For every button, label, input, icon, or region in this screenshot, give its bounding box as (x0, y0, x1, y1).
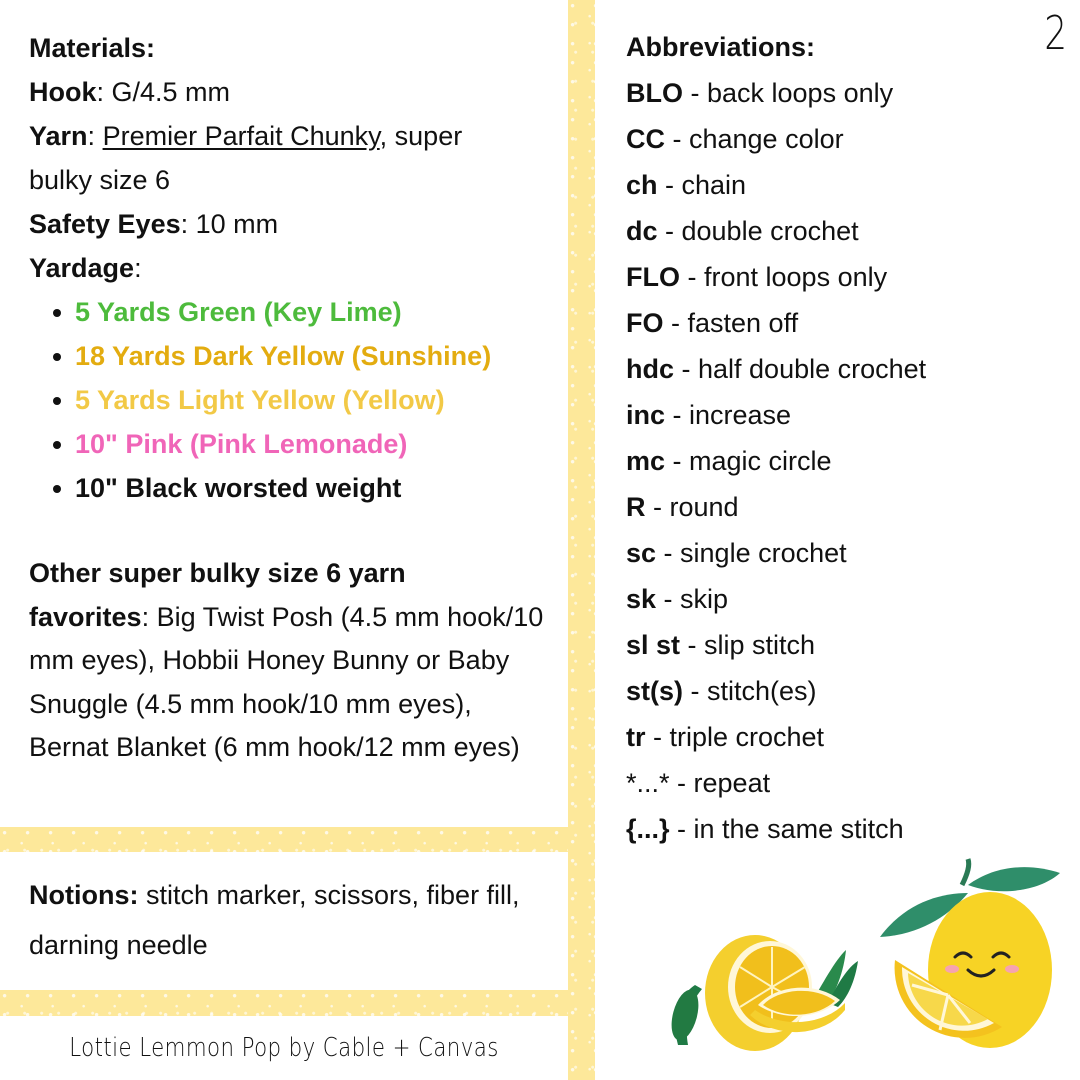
bullet-icon (53, 397, 61, 405)
bullet-icon (53, 485, 61, 493)
abbr-term: dc (626, 216, 658, 246)
abbr-term: st(s) (626, 676, 684, 706)
abbreviations-heading: Abbreviations: (626, 32, 816, 62)
yarn-line-2: bulky size 6 (29, 165, 171, 195)
abbr-meaning: - magic circle (665, 446, 832, 476)
yardage-line (29, 246, 559, 290)
abbr-meaning: - front loops only (680, 262, 888, 292)
abbr-meaning: - slip stitch (680, 630, 816, 660)
lemon-illustration (650, 855, 1080, 1080)
notions-text: stitch marker, scissors, fiber fill, darning needle (29, 880, 520, 960)
yardage-colon: : (134, 253, 142, 283)
abbr-term: tr (626, 722, 646, 752)
abbr-term: ch (626, 170, 658, 200)
yardage-item-green (51, 290, 559, 334)
abbr-term: sk (626, 584, 657, 614)
favorites-label-line2: favorites (29, 601, 142, 632)
smiling-lemon-icon (880, 859, 1060, 1048)
abbr-meaning: - triple crochet (645, 722, 825, 752)
abbr-meaning: - single crochet (656, 538, 847, 568)
abbr-row (626, 760, 1066, 806)
abbr-meaning: - half double crochet (674, 354, 927, 384)
abbr-term: FLO (626, 262, 680, 292)
abbr-meaning: - stitch(es) (683, 676, 817, 706)
yardage-text: 5 Yards Light Yellow (Yellow) (75, 385, 445, 415)
abbr-meaning: - skip (656, 584, 729, 614)
favorites-section (29, 552, 549, 770)
abbr-meaning: - repeat (669, 768, 771, 798)
yarn-rest: , super (379, 121, 463, 151)
abbr-row (626, 806, 1066, 852)
abbr-term: BLO (626, 78, 683, 108)
abbr-term: mc (626, 446, 666, 476)
yellow-divider-vertical (568, 0, 595, 1080)
yardage-text: 5 Yards Green (Key Lime) (75, 297, 402, 327)
favorites-text: : Big Twist Posh (4.5 mm hook/10 mm eyes), Hobbii Honey Bunny or Baby Snuggle (4.5 mm hook/10 mm eyes), Bernat Blanket (6 mm hook/12 mm eyes) (29, 601, 544, 762)
abbr-row (626, 622, 1066, 668)
abbr-term: *...* (626, 768, 670, 798)
abbr-meaning: - fasten off (663, 308, 799, 338)
abbr-row (626, 70, 1066, 116)
favorites-label-line1: Other super bulky size 6 yarn (29, 558, 406, 588)
abbr-row (626, 208, 1066, 254)
abbr-term: R (626, 492, 646, 522)
abbr-row (626, 438, 1066, 484)
bullet-icon (53, 309, 61, 317)
yarn-label: Yarn (29, 121, 88, 151)
yellow-divider-horizontal-lower (0, 990, 568, 1016)
safety-eyes-line (29, 202, 559, 246)
abbr-meaning: - increase (665, 400, 792, 430)
yardage-text: 10" Black worsted weight (75, 473, 402, 503)
abbr-row (626, 300, 1066, 346)
yardage-text: 10" Pink (Pink Lemonade) (75, 429, 408, 459)
abbr-term: sc (626, 538, 657, 568)
yarn-sep: : (87, 121, 103, 151)
bullet-icon (53, 441, 61, 449)
hook-line (29, 70, 559, 114)
notions-section (29, 870, 549, 970)
abbr-term: CC (626, 124, 665, 154)
abbr-row (626, 668, 1066, 714)
yardage-list (51, 290, 559, 510)
yardage-item-pink (51, 422, 559, 466)
yardage-item-dark-yellow (51, 334, 559, 378)
abbr-row (626, 484, 1066, 530)
page-number: 2 (1043, 6, 1066, 60)
footer-credit: Lottie Lemmon Pop by Cable + Canvas (69, 1033, 499, 1063)
materials-section (29, 26, 559, 510)
yellow-divider-horizontal-upper (0, 827, 568, 852)
safety-eyes-label: Safety Eyes (29, 209, 181, 239)
materials-heading: Materials: (29, 33, 156, 63)
abbr-meaning: - chain (657, 170, 747, 200)
notions-label: Notions: (29, 880, 139, 910)
yardage-item-black (51, 466, 559, 510)
abbr-meaning: - in the same stitch (669, 814, 904, 844)
abbr-term: hdc (626, 354, 675, 384)
abbr-term: FO (626, 308, 664, 338)
yarn-link[interactable]: Premier Parfait Chunky (102, 121, 380, 151)
safety-eyes-value: : 10 mm (180, 209, 279, 239)
abbr-meaning: - double crochet (657, 216, 859, 246)
abbr-row (626, 392, 1066, 438)
abbr-row (626, 116, 1066, 162)
abbr-row (626, 714, 1066, 760)
abbr-term: sl st (626, 630, 681, 660)
abbr-row (626, 162, 1066, 208)
abbreviations-section (626, 24, 1066, 852)
abbr-term: inc (626, 400, 666, 430)
bullet-icon (53, 353, 61, 361)
yardage-item-light-yellow (51, 378, 559, 422)
yardage-label: Yardage (29, 253, 135, 283)
abbr-meaning: - back loops only (683, 78, 894, 108)
abbr-meaning: - change color (665, 124, 844, 154)
hook-value: : G/4.5 mm (96, 77, 231, 107)
abbr-meaning: - round (645, 492, 739, 522)
abbr-row (626, 254, 1066, 300)
abbr-term: {...} (626, 814, 670, 844)
yarn-line (29, 114, 559, 158)
abbr-row (626, 530, 1066, 576)
yardage-text: 18 Yards Dark Yellow (Sunshine) (75, 341, 492, 371)
hook-label: Hook (29, 77, 97, 107)
lemon-halves-icon (667, 935, 858, 1051)
lemon-halves-icon (650, 855, 1080, 1080)
abbr-row (626, 576, 1066, 622)
abbr-row (626, 346, 1066, 392)
